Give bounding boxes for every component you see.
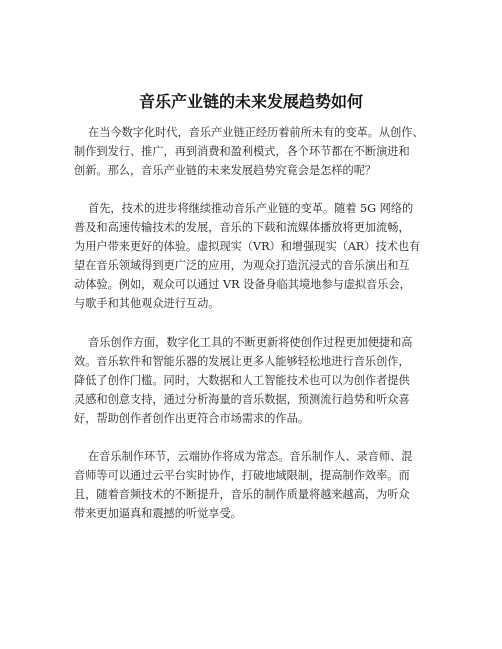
page-title: 音乐产业链的未来发展趋势如何 bbox=[138, 92, 363, 111]
paragraph-1 bbox=[74, 123, 448, 180]
paragraph-2 bbox=[74, 199, 448, 313]
paragraph-line: 音师等可以通过云平台实时协作，打破地域限制，提高制作效率。而 bbox=[74, 469, 410, 482]
paragraph-4 bbox=[74, 447, 448, 523]
paragraph-line: 且，随着音频技术的不断提升，音乐的制作质量将越来越高，为听众 bbox=[74, 488, 410, 501]
paragraph-line: 灵感和创意支持，通过分析海量的音乐数据，预测流行趋势和听众喜 bbox=[74, 393, 410, 406]
paragraph-line: 为用户带来更好的体验。虚拟现实（VR）和增强现实（AR）技术也有 bbox=[74, 240, 421, 253]
paragraph-line: 音乐创作方面，数字化工具的不断更新将使创作过程更加便捷和高 bbox=[88, 336, 413, 349]
paragraph-line: 首先，技术的进步将继续推动音乐产业链的变革。随着 5G 网络的 bbox=[88, 202, 414, 215]
paragraph-line: 与歌手和其他观众进行互动。 bbox=[74, 297, 220, 310]
paragraph-line: 在音乐制作环节，云端协作将成为常态。音乐制作人、录音师、混 bbox=[88, 450, 413, 463]
paragraph-line: 好，帮助创作者创作出更符合市场需求的作品。 bbox=[74, 412, 309, 425]
paragraph-line: 降低了创作门槛。同时，大数据和人工智能技术也可以为创作者提供 bbox=[74, 374, 410, 387]
paragraph-line: 创新。那么，音乐产业链的未来发展趋势究竟会是怎样的呢？ bbox=[74, 164, 377, 177]
paragraph-line: 带来更加逼真和震撼的听觉享受。 bbox=[74, 507, 242, 520]
paragraph-line: 望在音乐领域得到更广泛的应用，为观众打造沉浸式的音乐演出和互 bbox=[74, 259, 410, 272]
paragraph-line: 在当今数字化时代，音乐产业链正经历着前所未有的变革。从创作、 bbox=[88, 126, 424, 139]
paragraph-line: 动体验。例如，观众可以通过 VR 设备身临其境地参与虚拟音乐会， bbox=[74, 278, 411, 291]
paragraph-line: 效。音乐软件和智能乐器的发展让更多人能够轻松地进行音乐创作， bbox=[74, 355, 410, 368]
paragraph-line: 普及和高速传输技术的发展，音乐的下载和流媒体播放将更加流畅， bbox=[74, 221, 410, 234]
paragraph-line: 制作到发行、推广，再到消费和盈利模式，各个环节都在不断演进和 bbox=[74, 145, 410, 158]
paragraph-3 bbox=[74, 333, 448, 428]
